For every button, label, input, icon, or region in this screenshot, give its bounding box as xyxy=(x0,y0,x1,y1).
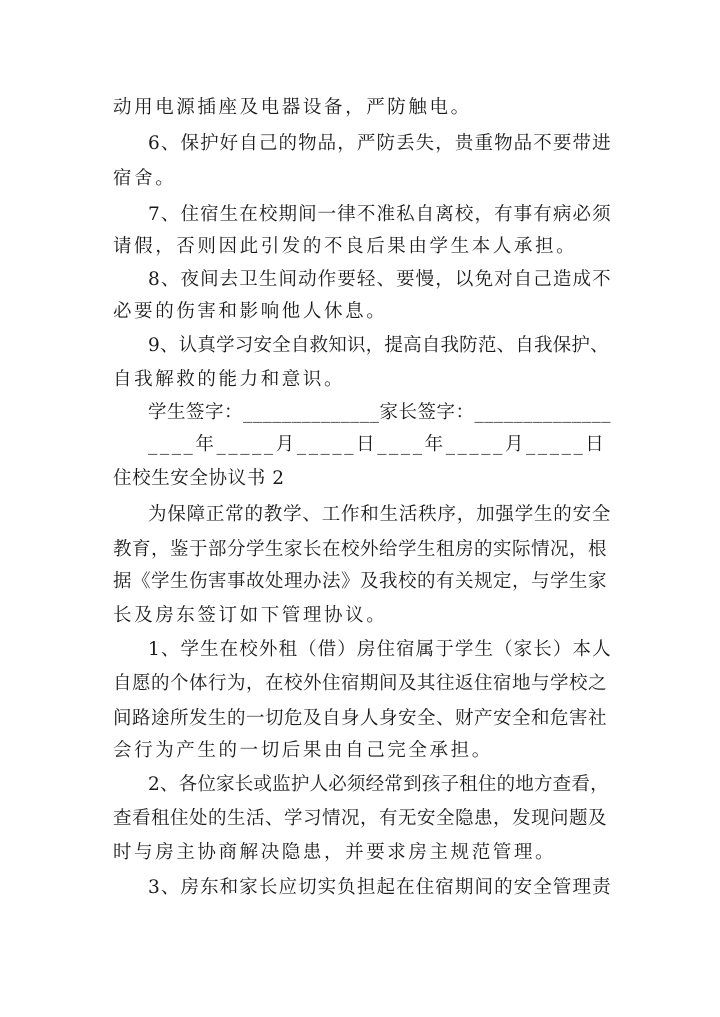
text-line-24: 3、房东和家长应切实负担起在住宿期间的安全管理责 xyxy=(148,877,612,898)
section-title: 住校生安全协议书 2 xyxy=(113,468,285,489)
text-line-21: 2、各位家长或监护人必须经常到孩子租住的地方查看， xyxy=(148,774,609,795)
text-line-16: 长及房东签订如下管理协议。 xyxy=(113,605,388,626)
date-line: ____年_____月_____日____年_____月_____日 xyxy=(148,434,607,455)
text-line-15: 据《学生伤害事故处理办法》及我校的有关规定，与学生家 xyxy=(113,571,608,592)
text-line-1: 动用电源插座及电器设备，严防触电。 xyxy=(113,97,472,118)
text-line-3: 宿舍。 xyxy=(113,168,177,189)
signature-line: 学生签字：______________家长签字：______________ xyxy=(148,402,612,423)
text-line-19: 间路途所发生的一切危及自身人身安全、财产安全和危害社 xyxy=(113,708,608,729)
text-line-2: 6、保护好自己的物品，严防丢失，贵重物品不要带进 xyxy=(148,133,612,154)
text-line-20: 会行为产生的一切后果由自己完全承担。 xyxy=(113,740,493,761)
text-line-13: 为保障正常的教学、工作和生活秩序，加强学生的安全 xyxy=(148,504,612,525)
text-line-5: 请假，否则因此引发的不良后果由学生本人承担。 xyxy=(113,236,578,257)
text-line-14: 教育，鉴于部分学生家长在校外给学生租房的实际情况，根 xyxy=(113,539,608,560)
text-line-8: 9、认真学习安全自救知识，提高自我防范、自我保护、 xyxy=(148,335,609,356)
text-line-6: 8、夜间去卫生间动作要轻、要慢，以免对自己造成不 xyxy=(148,269,612,290)
text-line-22: 查看租住处的生活、学习情况，有无安全隐患，发现问题及 xyxy=(113,808,608,829)
text-line-23: 时与房主协商解决隐患，并要求房主规范管理。 xyxy=(113,842,557,863)
text-line-9: 自我解救的能力和意识。 xyxy=(113,369,346,390)
text-line-18: 自愿的个体行为，在校外住宿期间及其往返住宿地与学校之 xyxy=(113,673,608,694)
text-line-17: 1、学生在校外租（借）房住宿属于学生（家长）本人 xyxy=(148,639,612,660)
text-line-7: 必要的伤害和影响他人休息。 xyxy=(113,301,388,322)
text-line-4: 7、住宿生在校期间一律不准私自离校，有事有病必须 xyxy=(148,204,612,225)
